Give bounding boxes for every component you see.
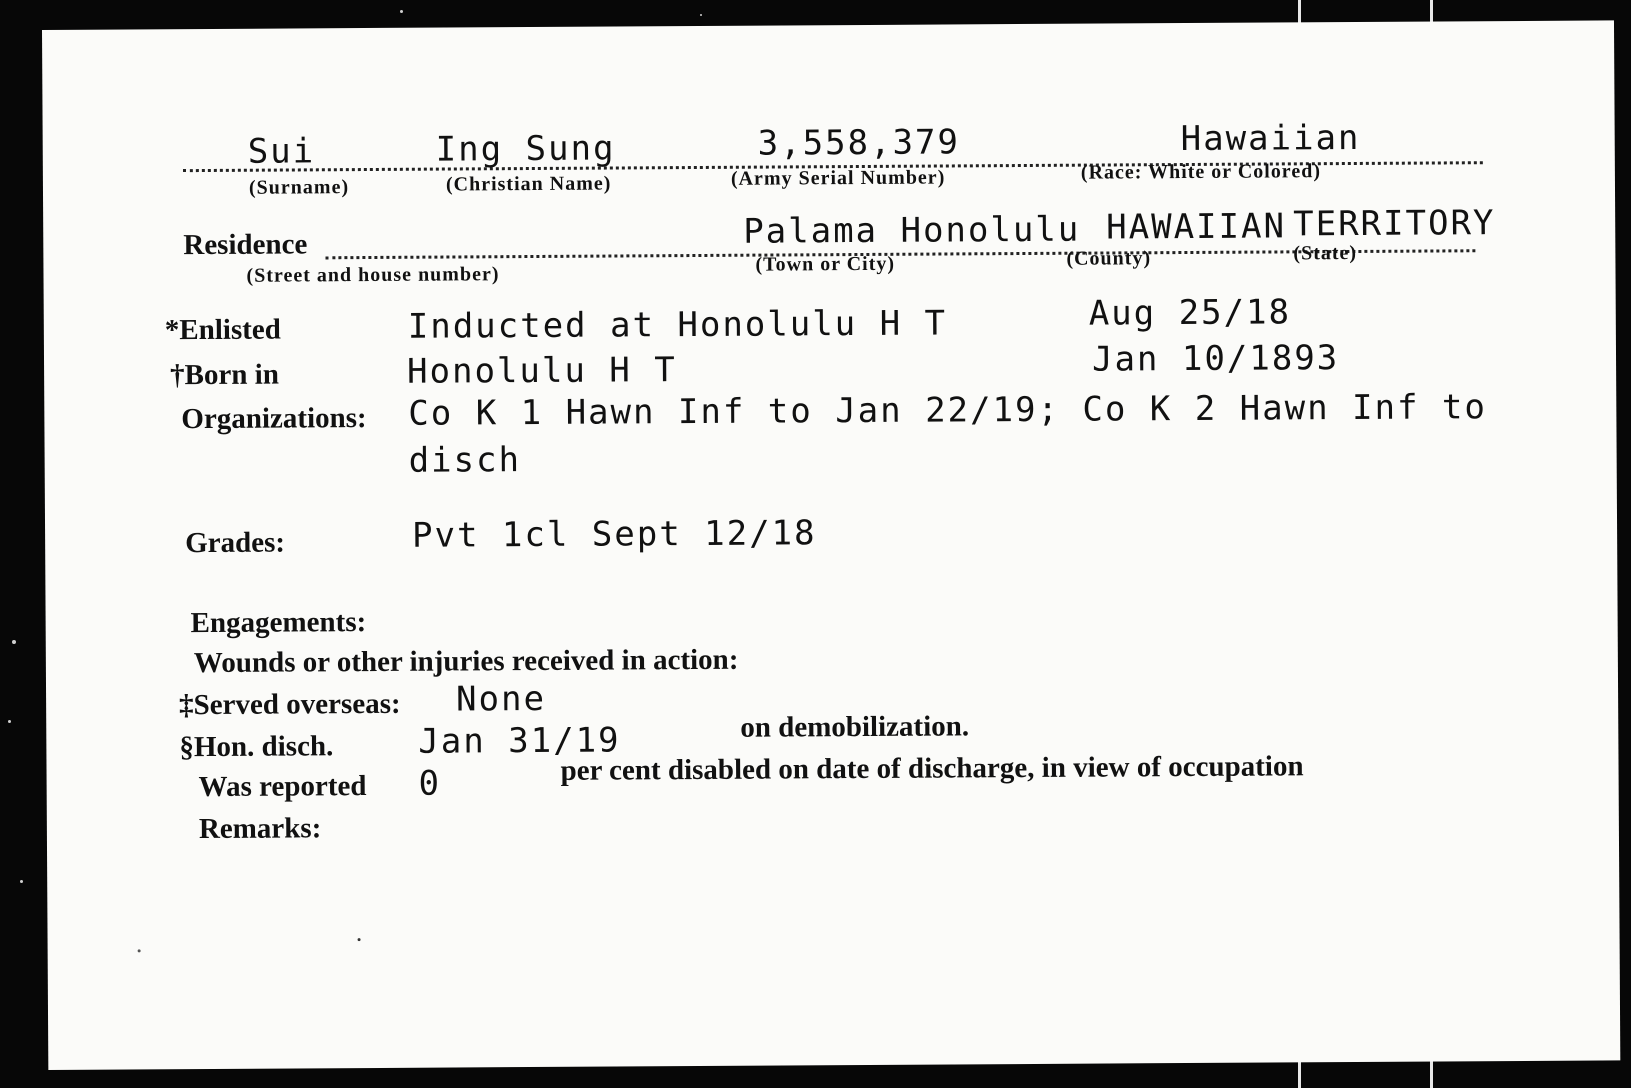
service-record-card [42, 20, 1620, 1070]
county-caption: (County) [1066, 247, 1152, 270]
wounds-label: Wounds or other injuries received in action: [193, 643, 739, 680]
card-speck [358, 938, 361, 941]
scan-speck [400, 10, 403, 13]
was-reported-label: Was reported [198, 770, 367, 804]
scan-speck [700, 14, 702, 16]
christian-name-value: Ing Sung [435, 128, 616, 170]
surname-value: Sui [247, 131, 316, 172]
residence-state-value: TERRITORY [1293, 203, 1496, 245]
born-in-value: Honolulu H T [406, 350, 677, 392]
scan-speck [8, 720, 11, 723]
grades-label: Grades: [185, 526, 286, 560]
disability-statement: per cent disabled on date of discharge, in view of occupation [560, 750, 1304, 787]
grades-value: Pvt 1cl Sept 12/18 [411, 513, 817, 556]
enlisted-date: Aug 25/18 [1088, 292, 1292, 334]
card-speck [138, 949, 141, 952]
disability-percent-value: 0 [418, 763, 442, 804]
residence-county-value: HAWAIIAN [1106, 206, 1287, 248]
discharge-reason: on demobilization. [740, 710, 970, 744]
remarks-label: Remarks: [198, 812, 322, 846]
organizations-label: Organizations: [181, 402, 367, 436]
scan-speck [20, 880, 23, 883]
scan-speck [12, 640, 16, 644]
engagements-label: Engagements: [190, 606, 367, 640]
race-value: Hawaiian [1180, 117, 1361, 160]
enlisted-label: *Enlisted [164, 313, 281, 347]
organizations-line-1: Co K 1 Hawn Inf to Jan 22/19; Co K 2 Hawn Inf to [408, 387, 1487, 434]
surname-caption: (Surname) [248, 176, 350, 199]
christian-name-caption: (Christian Name) [445, 172, 612, 196]
race-caption: (Race: White or Colored) [1080, 160, 1322, 184]
residence-label: Residence [183, 228, 308, 262]
born-date: Jan 10/1893 [1091, 338, 1340, 380]
town-caption: (Town or City) [755, 252, 896, 276]
serial-number-caption: (Army Serial Number) [730, 166, 946, 190]
street-caption: (Street and house number) [246, 263, 500, 287]
state-caption: (State) [1293, 241, 1358, 265]
served-overseas-label: ‡Served overseas: [179, 687, 401, 722]
organizations-line-2: disch [408, 440, 522, 481]
born-in-label: †Born in [170, 358, 279, 392]
honorable-discharge-label: §Hon. disch. [179, 730, 334, 764]
served-overseas-value: None [455, 678, 547, 720]
residence-town-value: Palama Honolulu [743, 209, 1081, 252]
honorable-discharge-date: Jan 31/19 [418, 720, 621, 762]
enlisted-value: Inducted at Honolulu H T [407, 303, 948, 347]
serial-number-value: 3,558,379 [757, 122, 961, 164]
